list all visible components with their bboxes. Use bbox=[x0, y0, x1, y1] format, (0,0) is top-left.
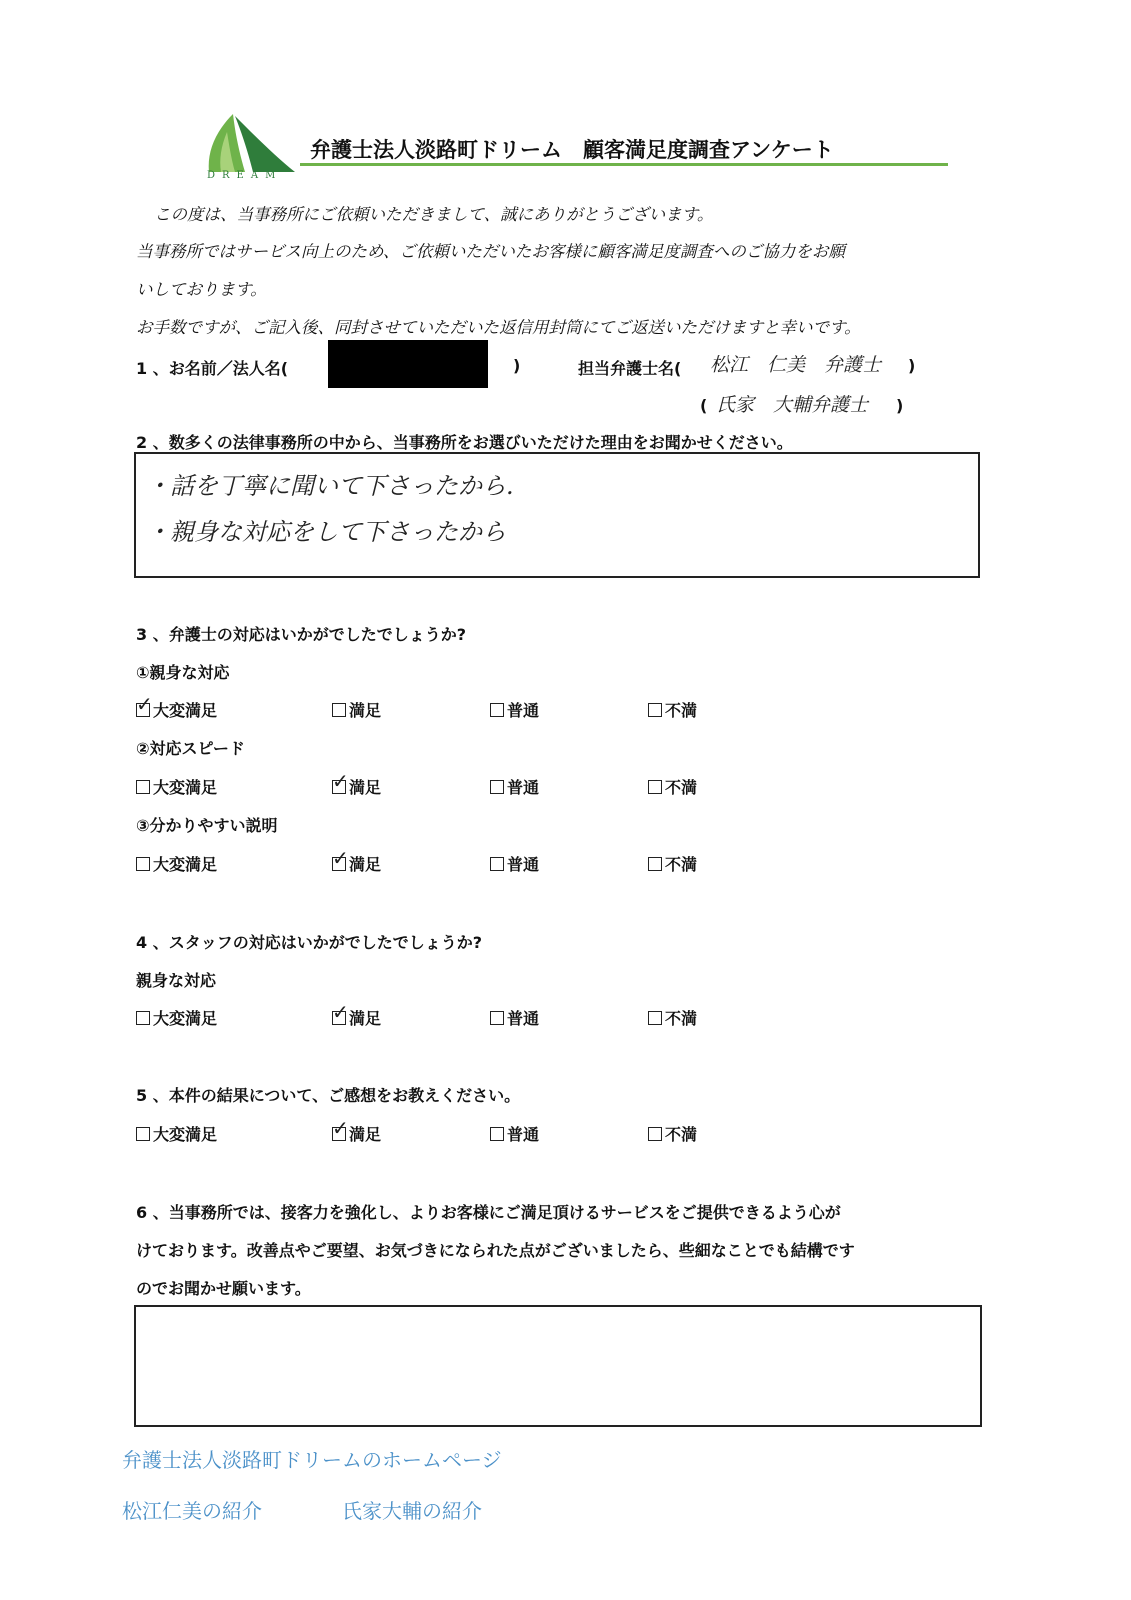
lawyer-2: 氏家 大輔弁護士 bbox=[716, 394, 869, 416]
lawyer-2-close: ) bbox=[896, 396, 904, 415]
q2-answer-1: ・話を丁寧に聞いて下さったから. bbox=[146, 472, 514, 500]
matsue-profile-link[interactable]: 松江仁美の紹介 bbox=[122, 1499, 262, 1523]
option-very-satisfied[interactable]: 大変満足 bbox=[136, 1006, 217, 1029]
check-mark-icon: ✓ bbox=[136, 691, 153, 716]
ujiie-profile-link[interactable]: 氏家大輔の紹介 bbox=[342, 1499, 482, 1523]
option-very-satisfied[interactable]: 大変満足 bbox=[136, 775, 217, 798]
q2-answer-2: ・親身な対応をして下さったから bbox=[146, 518, 506, 546]
q4-sub-label: 親身な対応 bbox=[136, 971, 217, 990]
checkbox[interactable] bbox=[490, 1127, 504, 1141]
q1-close: ) bbox=[513, 356, 521, 375]
check-mark-icon: ✓ bbox=[332, 768, 349, 793]
checkbox[interactable] bbox=[136, 780, 150, 794]
q3-group-2-label: ②対応スピード bbox=[136, 739, 245, 758]
q3-label: 3 、弁護士の対応はいかがでしたでしょうか? bbox=[136, 625, 466, 644]
option-very-satisfied[interactable]: 大変満足 bbox=[136, 1122, 217, 1145]
lawyer-1: 松江 仁美 弁護士 bbox=[710, 354, 882, 376]
checkbox[interactable] bbox=[136, 691, 153, 717]
q3-group-3-label: ③分かりやすい説明 bbox=[136, 816, 278, 835]
intro-line-2: 当事務所ではサービス向上のため、ご依頼いただいたお客様に顧客満足度調査へのご協力をお願 bbox=[136, 242, 845, 261]
option-neutral[interactable]: 普通 bbox=[490, 698, 539, 721]
intro-line-1: この度は、当事務所にご依頼いただきまして、誠にありがとうございます。 bbox=[154, 205, 714, 224]
checkbox[interactable] bbox=[490, 857, 504, 871]
checkbox[interactable] bbox=[490, 780, 504, 794]
q1-label: 1 、お名前／法人名( bbox=[136, 359, 289, 378]
option-neutral[interactable]: 普通 bbox=[490, 775, 539, 798]
option-neutral[interactable]: 普通 bbox=[490, 1122, 539, 1145]
checkbox[interactable] bbox=[136, 1127, 150, 1141]
q6-line-3: のでお聞かせ願います。 bbox=[136, 1279, 311, 1298]
intro-line-4: お手数ですが、ご記入後、同封させていただいた返信用封筒にてご返送いただけますと幸いです。 bbox=[136, 318, 861, 337]
option-dissatisfied[interactable]: 不満 bbox=[648, 698, 697, 721]
logo-text: DREAM bbox=[207, 170, 283, 181]
checkbox[interactable] bbox=[136, 1011, 150, 1025]
checkbox[interactable] bbox=[490, 1011, 504, 1025]
option-satisfied[interactable]: ✓ 満足 bbox=[332, 1115, 382, 1144]
lawyer-1-close: ) bbox=[908, 356, 916, 375]
option-satisfied[interactable]: ✓ 満足 bbox=[332, 845, 382, 874]
option-very-satisfied[interactable]: 大変満足 bbox=[136, 852, 217, 875]
q6-line-2: けております。改善点やご要望、お気づきになられた点がございましたら、些細なことでも結構です bbox=[136, 1241, 855, 1260]
lawyer-2-open: ( bbox=[700, 396, 708, 415]
checkbox[interactable] bbox=[648, 703, 662, 717]
checkbox[interactable] bbox=[490, 703, 504, 717]
homepage-link[interactable]: 弁護士法人淡路町ドリームのホームページ bbox=[122, 1448, 502, 1472]
check-mark-icon: ✓ bbox=[332, 845, 349, 870]
option-very-satisfied[interactable]: ✓ 大変満足 bbox=[136, 691, 218, 720]
q3-group-1-label: ①親身な対応 bbox=[136, 663, 230, 682]
q6-line-1: 6 、当事務所では、接客力を強化し、よりお客様にご満足頂けるサービスをご提供できるよう心が bbox=[136, 1203, 841, 1222]
option-satisfied[interactable]: 満足 bbox=[332, 698, 381, 721]
option-satisfied[interactable]: ✓ 満足 bbox=[332, 999, 382, 1028]
redacted-name bbox=[328, 340, 488, 388]
q5-label: 5 、本件の結果について、ご感想をお教えください。 bbox=[136, 1086, 521, 1105]
option-dissatisfied[interactable]: 不満 bbox=[648, 1006, 697, 1029]
check-mark-icon: ✓ bbox=[332, 999, 349, 1024]
q4-label: 4 、スタッフの対応はいかがでしたでしょうか? bbox=[136, 933, 482, 952]
checkbox[interactable] bbox=[332, 768, 349, 794]
title-underline bbox=[300, 163, 948, 166]
option-satisfied[interactable]: ✓ 満足 bbox=[332, 768, 382, 797]
checkbox[interactable] bbox=[648, 1127, 662, 1141]
lawyer-label: 担当弁護士名( bbox=[578, 359, 682, 378]
q6-answer-box[interactable] bbox=[134, 1305, 982, 1427]
checkbox[interactable] bbox=[332, 999, 349, 1025]
checkbox[interactable] bbox=[648, 1011, 662, 1025]
intro-line-3: いしております。 bbox=[136, 280, 267, 299]
page-title: 弁護士法人淡路町ドリーム 顧客満足度調査アンケート bbox=[310, 138, 834, 162]
checkbox[interactable] bbox=[332, 845, 349, 871]
checkbox[interactable] bbox=[332, 1115, 349, 1141]
option-dissatisfied[interactable]: 不満 bbox=[648, 1122, 697, 1145]
q2-label: 2 、数多くの法律事務所の中から、当事務所をお選びいただけた理由をお聞かせください。 bbox=[136, 433, 793, 452]
option-dissatisfied[interactable]: 不満 bbox=[648, 775, 697, 798]
option-neutral[interactable]: 普通 bbox=[490, 1006, 539, 1029]
checkbox[interactable] bbox=[332, 703, 346, 717]
option-dissatisfied[interactable]: 不満 bbox=[648, 852, 697, 875]
checkbox[interactable] bbox=[648, 857, 662, 871]
check-mark-icon: ✓ bbox=[332, 1115, 349, 1140]
option-neutral[interactable]: 普通 bbox=[490, 852, 539, 875]
checkbox[interactable] bbox=[136, 857, 150, 871]
checkbox[interactable] bbox=[648, 780, 662, 794]
